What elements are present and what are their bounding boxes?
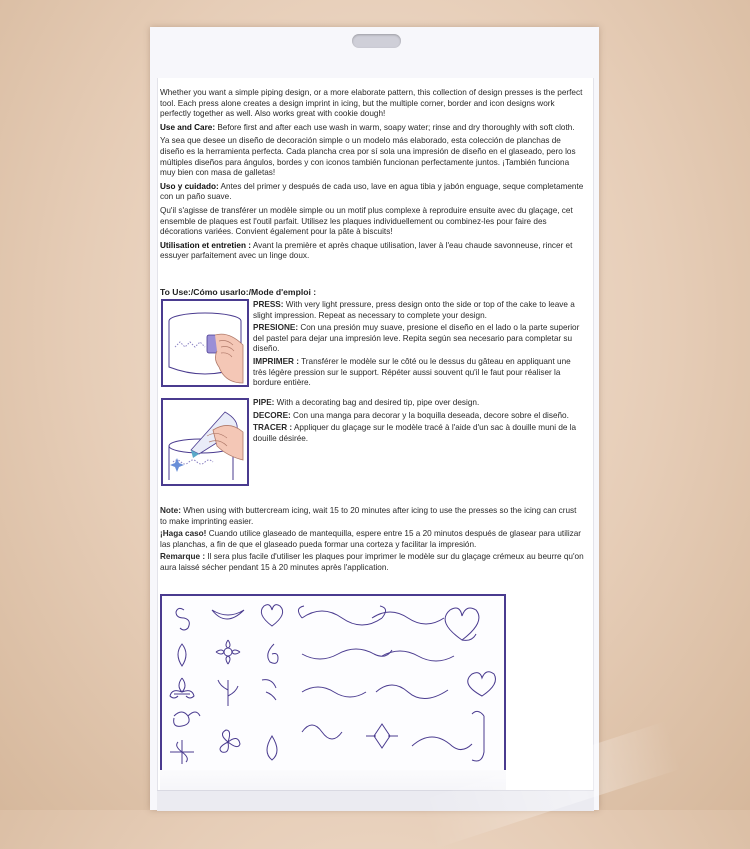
pipe-illustration bbox=[161, 398, 249, 486]
flower-icon bbox=[216, 640, 240, 664]
border-scroll-2 bbox=[372, 612, 444, 624]
border-scroll-5 bbox=[302, 687, 366, 697]
design-press-plate bbox=[160, 594, 506, 774]
dots-icon bbox=[262, 680, 276, 700]
intro-es: Ya sea que desee un diseño de decoración simple o un modelo más elaborado, esta colección de planchas de diseño es la herramienta perfecta. Cada plancha crea por sí sola una impresión de diseño en el glaseado, pero los múltiples diseños para ángulos, bordes y con iconos también funcionan perfectamente juntos. ¡También funciona muy bien con masa de galletas! bbox=[160, 136, 576, 178]
heart-icon bbox=[261, 605, 282, 626]
step-press bbox=[253, 300, 583, 391]
border-scroll-1 bbox=[298, 606, 385, 625]
care-es: Uso y cuidado: Antes del primer y después de cada uso, lave en agua tibia y jabón enguage, seque completamente con un paño suave. bbox=[160, 181, 584, 202]
leaf-icon bbox=[178, 644, 186, 666]
hang-tab-slot bbox=[352, 34, 401, 48]
press-es: PRESIONE: Con una presión muy suave, presione el diseño en el lado o la parte superior del pastel para dejar una impresión leve. Repita según sea necesario para completar su diseño. bbox=[253, 323, 580, 354]
note-en: Note: When using with buttercream icing, wait 15 to 20 minutes after icing to use the presses so the icing can crust to make imprinting easier. bbox=[160, 506, 577, 526]
petal-flower-icon bbox=[220, 730, 240, 752]
curl-icon bbox=[268, 644, 278, 663]
intro-en: Whether you want a simple piping design, or a more elaborate pattern, this collection of design presses is the perfect tool. Each press alone creates a design imprint in icing, but the multiple corner, border and icon designs work perfectly together as well. Also works great with cookie dough! bbox=[160, 88, 583, 119]
intro-text bbox=[160, 88, 585, 265]
teardrop-icon bbox=[267, 736, 277, 760]
note-fr: Remarque : Il sera plus facile d'utiliser les plaques pour imprimer le modèle sur du glaçage crémeux au beurre qu'on aura laissé sécher pendant 15 à 20 minutes après l'application. bbox=[160, 552, 584, 572]
pipe-en: PIPE: With a decorating bag and desired tip, pipe over design. bbox=[253, 398, 480, 407]
pipe-fr: TRACER : Appliquer du glaçage sur le modèle tracé à l'aide d'un sac à douille muni de la douille désirée. bbox=[253, 423, 577, 443]
corner-heart bbox=[445, 608, 479, 640]
care-fr: Utilisation et entretien : Avant la première et après chaque utilisation, laver à l'eau chaude savonneuse, rincer et essuyer parfaitement avec un linge doux. bbox=[160, 240, 573, 261]
press-en: PRESS: With very light pressure, press design onto the side or top of the cake to leave a slight impression. Repeat as necessary to complete your design. bbox=[253, 300, 575, 320]
scroll-icon bbox=[174, 712, 200, 726]
corner-scroll bbox=[472, 711, 484, 761]
border-scroll-8 bbox=[412, 737, 472, 750]
corner-heart-2 bbox=[468, 672, 496, 696]
to-use-heading: To Use:/Cómo usarlo:/Mode d'emploi : bbox=[160, 287, 317, 297]
border-scroll-6 bbox=[376, 685, 448, 699]
border-scroll-4 bbox=[382, 651, 454, 661]
intro-fr: Qu'il s'agisse de transférer un modèle simple ou un motif plus complexe à reproduire ensuite avec du glaçage, cet ensemble de plaques est l'outil parfait. Utilisez les plaques individuellement ou combinez-les pour faire des décorations variées. Convient également pour la pâte à biscuits! bbox=[160, 205, 573, 237]
press-fr: IMPRIMER : Transférer le modèle sur le côté ou le dessus du gâteau en appliquant une très légère pression sur le support. Répéter aussi souvent qu'il le faut pour réaliser la bordure entière. bbox=[253, 356, 571, 388]
care-en: Use and Care: Before first and after each use wash in warm, soapy water; rinse and dry thoroughly with soft cloth. bbox=[160, 122, 575, 132]
pipe-es: DECORE: Con una manga para decorar y la boquilla deseada, decore sobre el diseño. bbox=[253, 410, 569, 420]
sprig-icon bbox=[218, 680, 238, 706]
crescent-icon bbox=[212, 610, 244, 619]
note-es: ¡Haga caso! Cuando utilice glaseado de mantequilla, espere entre 15 a 20 minutos después de glasear para utilizar las planchas, a fin de que el glaseado pueda formar una corteza y facilitar la impresión. bbox=[160, 529, 582, 549]
border-scroll-3 bbox=[302, 649, 392, 659]
press-illustration bbox=[161, 299, 249, 387]
swirl-icon bbox=[176, 608, 189, 630]
flourish-icon bbox=[170, 740, 194, 764]
fleur-de-lis-icon bbox=[170, 678, 194, 698]
diamond-star-icon bbox=[366, 724, 398, 748]
border-scroll-7 bbox=[302, 725, 342, 739]
step-pipe bbox=[253, 398, 583, 446]
notes bbox=[160, 506, 585, 576]
